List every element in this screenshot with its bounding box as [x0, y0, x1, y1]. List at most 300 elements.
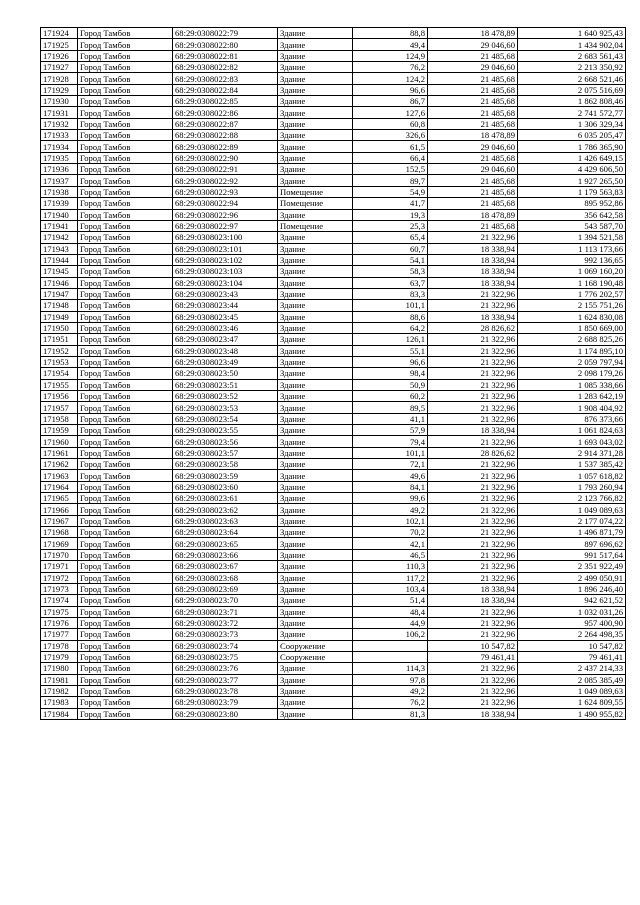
- specific-value-cell: 21 322,96: [428, 685, 518, 696]
- record-number-cell: 171946: [41, 277, 78, 288]
- locality-cell: Город Тамбов: [78, 39, 173, 50]
- object-type-cell: Здание: [278, 617, 353, 628]
- cadastral-value-cell: 1 537 385,42: [518, 459, 626, 470]
- locality-cell: Город Тамбов: [78, 697, 173, 708]
- cadastral-number-cell: 68:29:0308022:80: [173, 39, 278, 50]
- specific-value-cell: 21 485,68: [428, 220, 518, 231]
- table-row: [41, 232, 626, 243]
- table-row: [41, 118, 626, 129]
- cadastral-value-cell: 1 032 031,26: [518, 606, 626, 617]
- table-row: [41, 651, 626, 662]
- specific-value-cell: 18 338,94: [428, 254, 518, 265]
- cadastral-number-cell: 68:29:0308023:56: [173, 436, 278, 447]
- record-number-cell: 171947: [41, 288, 78, 299]
- record-number-cell: 171976: [41, 617, 78, 628]
- area-cell: 124,2: [353, 73, 428, 84]
- cadastral-value-cell: 2 351 922,49: [518, 561, 626, 572]
- locality-cell: Город Тамбов: [78, 561, 173, 572]
- area-cell: 126,1: [353, 334, 428, 345]
- record-number-cell: 171952: [41, 345, 78, 356]
- object-type-cell: Сооружение: [278, 651, 353, 662]
- cadastral-number-cell: 68:29:0308023:49: [173, 356, 278, 367]
- object-type-cell: Здание: [278, 436, 353, 447]
- cadastral-value-cell: 10 547,82: [518, 640, 626, 651]
- cadastral-value-cell: 1 085 338,66: [518, 379, 626, 390]
- record-number-cell: 171962: [41, 459, 78, 470]
- object-type-cell: Здание: [278, 481, 353, 492]
- specific-value-cell: 18 338,94: [428, 311, 518, 322]
- table-row: [41, 527, 626, 538]
- object-type-cell: Здание: [278, 28, 353, 39]
- table-row: [41, 459, 626, 470]
- table-row: [41, 685, 626, 696]
- specific-value-cell: 21 322,96: [428, 413, 518, 424]
- object-type-cell: Здание: [278, 254, 353, 265]
- table-row: [41, 254, 626, 265]
- cadastral-number-cell: 68:29:0308023:60: [173, 481, 278, 492]
- object-type-cell: Здание: [278, 391, 353, 402]
- locality-cell: Город Тамбов: [78, 527, 173, 538]
- object-type-cell: Здание: [278, 629, 353, 640]
- cadastral-number-cell: 68:29:0308022:84: [173, 84, 278, 95]
- cadastral-value-cell: 1 179 563,83: [518, 186, 626, 197]
- cadastral-value-cell: 1 394 521,58: [518, 232, 626, 243]
- cadastral-value-cell: 2 688 825,26: [518, 334, 626, 345]
- record-number-cell: 171945: [41, 266, 78, 277]
- specific-value-cell: 21 322,96: [428, 697, 518, 708]
- locality-cell: Город Тамбов: [78, 198, 173, 209]
- area-cell: 84,1: [353, 481, 428, 492]
- record-number-cell: 171925: [41, 39, 78, 50]
- table-row: [41, 538, 626, 549]
- table-body: [41, 28, 626, 720]
- locality-cell: Город Тамбов: [78, 164, 173, 175]
- cadastral-number-cell: 68:29:0308023:72: [173, 617, 278, 628]
- record-number-cell: 171931: [41, 107, 78, 118]
- specific-value-cell: 18 478,89: [428, 130, 518, 141]
- cadastral-number-cell: 68:29:0308023:101: [173, 243, 278, 254]
- locality-cell: Город Тамбов: [78, 685, 173, 696]
- cadastral-value-cell: 2 683 561,43: [518, 50, 626, 61]
- object-type-cell: Здание: [278, 288, 353, 299]
- table-row: [41, 561, 626, 572]
- area-cell: 54,9: [353, 186, 428, 197]
- cadastral-number-cell: 68:29:0308023:79: [173, 697, 278, 708]
- cadastral-number-cell: 68:29:0308022:86: [173, 107, 278, 118]
- cadastral-number-cell: 68:29:0308023:43: [173, 288, 278, 299]
- area-cell: 58,3: [353, 266, 428, 277]
- table-row: [41, 345, 626, 356]
- cadastral-value-cell: 1 049 089,63: [518, 685, 626, 696]
- cadastral-value-cell: 1 113 173,66: [518, 243, 626, 254]
- record-number-cell: 171970: [41, 549, 78, 560]
- area-cell: 19,3: [353, 209, 428, 220]
- specific-value-cell: 21 485,68: [428, 152, 518, 163]
- specific-value-cell: 21 485,68: [428, 175, 518, 186]
- area-cell: 64,2: [353, 322, 428, 333]
- object-type-cell: Здание: [278, 595, 353, 606]
- specific-value-cell: 21 322,96: [428, 470, 518, 481]
- specific-value-cell: 21 322,96: [428, 368, 518, 379]
- record-number-cell: 171981: [41, 674, 78, 685]
- record-number-cell: 171983: [41, 697, 78, 708]
- specific-value-cell: 18 338,94: [428, 277, 518, 288]
- cadastral-number-cell: 68:29:0308023:48: [173, 345, 278, 356]
- cadastral-value-cell: 1 908 404,92: [518, 402, 626, 413]
- cadastral-number-cell: 68:29:0308023:63: [173, 515, 278, 526]
- area-cell: 76,2: [353, 697, 428, 708]
- cadastral-number-cell: 68:29:0308023:69: [173, 583, 278, 594]
- record-number-cell: 171980: [41, 663, 78, 674]
- specific-value-cell: 21 322,96: [428, 232, 518, 243]
- area-cell: 41,7: [353, 198, 428, 209]
- area-cell: 89,7: [353, 175, 428, 186]
- specific-value-cell: 21 485,68: [428, 73, 518, 84]
- table-row: [41, 288, 626, 299]
- record-number-cell: 171967: [41, 515, 78, 526]
- area-cell: 46,5: [353, 549, 428, 560]
- cadastral-value-cell: 1 434 902,04: [518, 39, 626, 50]
- cadastral-number-cell: 68:29:0308022:83: [173, 73, 278, 84]
- cadastral-value-cell: 1 786 365,90: [518, 141, 626, 152]
- locality-cell: Город Тамбов: [78, 334, 173, 345]
- cadastral-value-cell: 1 057 618,82: [518, 470, 626, 481]
- specific-value-cell: 18 478,89: [428, 28, 518, 39]
- area-cell: 70,2: [353, 527, 428, 538]
- area-cell: 114,3: [353, 663, 428, 674]
- cadastral-number-cell: 68:29:0308023:78: [173, 685, 278, 696]
- record-number-cell: 171944: [41, 254, 78, 265]
- cadastral-value-cell: 2 213 350,92: [518, 62, 626, 73]
- cadastral-number-cell: 68:29:0308023:47: [173, 334, 278, 345]
- specific-value-cell: 21 322,96: [428, 572, 518, 583]
- object-type-cell: Здание: [278, 73, 353, 84]
- area-cell: 88,6: [353, 311, 428, 322]
- cadastral-value-cell: 1 776 202,57: [518, 288, 626, 299]
- table-row: [41, 277, 626, 288]
- locality-cell: Город Тамбов: [78, 459, 173, 470]
- area-cell: 44,9: [353, 617, 428, 628]
- object-type-cell: Здание: [278, 164, 353, 175]
- cadastral-value-cell: 992 136,65: [518, 254, 626, 265]
- locality-cell: Город Тамбов: [78, 708, 173, 719]
- cadastral-number-cell: 68:29:0308023:45: [173, 311, 278, 322]
- area-cell: 83,3: [353, 288, 428, 299]
- locality-cell: Город Тамбов: [78, 356, 173, 367]
- specific-value-cell: 21 322,96: [428, 629, 518, 640]
- record-number-cell: 171933: [41, 130, 78, 141]
- locality-cell: Город Тамбов: [78, 300, 173, 311]
- object-type-cell: Здание: [278, 232, 353, 243]
- cadastral-number-cell: 68:29:0308022:97: [173, 220, 278, 231]
- locality-cell: Город Тамбов: [78, 606, 173, 617]
- record-number-cell: 171926: [41, 50, 78, 61]
- table-row: [41, 186, 626, 197]
- cadastral-number-cell: 68:29:0308023:76: [173, 663, 278, 674]
- locality-cell: Город Тамбов: [78, 663, 173, 674]
- record-number-cell: 171966: [41, 504, 78, 515]
- object-type-cell: Здание: [278, 368, 353, 379]
- table-row: [41, 152, 626, 163]
- record-number-cell: 171956: [41, 391, 78, 402]
- cadastral-value-cell: 1 490 955,82: [518, 708, 626, 719]
- locality-cell: Город Тамбов: [78, 447, 173, 458]
- specific-value-cell: 21 322,96: [428, 549, 518, 560]
- table-row: [41, 73, 626, 84]
- specific-value-cell: 79 461,41: [428, 651, 518, 662]
- area-cell: 96,6: [353, 84, 428, 95]
- table-row: [41, 447, 626, 458]
- cadastral-value-cell: 1 061 824,63: [518, 425, 626, 436]
- cadastral-value-cell: 2 741 572,77: [518, 107, 626, 118]
- locality-cell: Город Тамбов: [78, 277, 173, 288]
- area-cell: 60,2: [353, 391, 428, 402]
- locality-cell: Город Тамбов: [78, 549, 173, 560]
- record-number-cell: 171973: [41, 583, 78, 594]
- table-row: [41, 629, 626, 640]
- cadastral-number-cell: 68:29:0308023:74: [173, 640, 278, 651]
- cadastral-value-cell: 1 496 871,79: [518, 527, 626, 538]
- locality-cell: Город Тамбов: [78, 572, 173, 583]
- object-type-cell: Здание: [278, 107, 353, 118]
- area-cell: 48,4: [353, 606, 428, 617]
- locality-cell: Город Тамбов: [78, 651, 173, 662]
- table-row: [41, 96, 626, 107]
- table-row: [41, 391, 626, 402]
- table-row: [41, 549, 626, 560]
- specific-value-cell: 21 322,96: [428, 345, 518, 356]
- record-number-cell: 171927: [41, 62, 78, 73]
- locality-cell: Город Тамбов: [78, 130, 173, 141]
- cadastral-value-cell: 1 793 260,94: [518, 481, 626, 492]
- cadastral-number-cell: 68:29:0308023:75: [173, 651, 278, 662]
- table-row: [41, 708, 626, 719]
- specific-value-cell: 21 322,96: [428, 527, 518, 538]
- object-type-cell: Здание: [278, 277, 353, 288]
- locality-cell: Город Тамбов: [78, 311, 173, 322]
- locality-cell: Город Тамбов: [78, 62, 173, 73]
- area-cell: 124,9: [353, 50, 428, 61]
- object-type-cell: Здание: [278, 413, 353, 424]
- record-number-cell: 171960: [41, 436, 78, 447]
- object-type-cell: Здание: [278, 84, 353, 95]
- cadastral-number-cell: 68:29:0308022:87: [173, 118, 278, 129]
- record-number-cell: 171972: [41, 572, 78, 583]
- object-type-cell: Здание: [278, 470, 353, 481]
- cadastral-number-cell: 68:29:0308023:54: [173, 413, 278, 424]
- object-type-cell: Здание: [278, 493, 353, 504]
- record-number-cell: 171961: [41, 447, 78, 458]
- object-type-cell: Здание: [278, 379, 353, 390]
- cadastral-value-cell: 1 168 190,48: [518, 277, 626, 288]
- area-cell: 99,6: [353, 493, 428, 504]
- cadastral-number-cell: 68:29:0308023:102: [173, 254, 278, 265]
- cadastral-value-cell: 2 123 766,82: [518, 493, 626, 504]
- locality-cell: Город Тамбов: [78, 232, 173, 243]
- object-type-cell: Здание: [278, 130, 353, 141]
- cadastral-value-cell: 897 696,62: [518, 538, 626, 549]
- object-type-cell: Здание: [278, 50, 353, 61]
- locality-cell: Город Тамбов: [78, 629, 173, 640]
- cadastral-number-cell: 68:29:0308023:52: [173, 391, 278, 402]
- cadastral-value-cell: 1 049 089,63: [518, 504, 626, 515]
- object-type-cell: Помещение: [278, 186, 353, 197]
- table-row: [41, 300, 626, 311]
- area-cell: 49,2: [353, 504, 428, 515]
- table-row: [41, 572, 626, 583]
- locality-cell: Город Тамбов: [78, 96, 173, 107]
- specific-value-cell: 18 338,94: [428, 425, 518, 436]
- record-number-cell: 171977: [41, 629, 78, 640]
- cadastral-number-cell: 68:29:0308023:61: [173, 493, 278, 504]
- locality-cell: Город Тамбов: [78, 379, 173, 390]
- record-number-cell: 171943: [41, 243, 78, 254]
- area-cell: 103,4: [353, 583, 428, 594]
- area-cell: 127,6: [353, 107, 428, 118]
- object-type-cell: Здание: [278, 311, 353, 322]
- cadastral-number-cell: 68:29:0308022:94: [173, 198, 278, 209]
- table-row: [41, 334, 626, 345]
- locality-cell: Город Тамбов: [78, 73, 173, 84]
- object-type-cell: Здание: [278, 708, 353, 719]
- record-number-cell: 171975: [41, 606, 78, 617]
- cadastral-number-cell: 68:29:0308023:104: [173, 277, 278, 288]
- cadastral-number-cell: 68:29:0308023:70: [173, 595, 278, 606]
- cadastral-value-cell: 79 461,41: [518, 651, 626, 662]
- record-number-cell: 171978: [41, 640, 78, 651]
- locality-cell: Город Тамбов: [78, 118, 173, 129]
- locality-cell: Город Тамбов: [78, 152, 173, 163]
- area-cell: 50,9: [353, 379, 428, 390]
- specific-value-cell: 28 826,62: [428, 322, 518, 333]
- table-row: [41, 504, 626, 515]
- area-cell: 98,4: [353, 368, 428, 379]
- specific-value-cell: 29 046,60: [428, 141, 518, 152]
- record-number-cell: 171949: [41, 311, 78, 322]
- locality-cell: Город Тамбов: [78, 254, 173, 265]
- record-number-cell: 171940: [41, 209, 78, 220]
- cadastral-value-cell: 2 075 516,69: [518, 84, 626, 95]
- cadastral-value-cell: 895 952,86: [518, 198, 626, 209]
- locality-cell: Город Тамбов: [78, 436, 173, 447]
- specific-value-cell: 21 322,96: [428, 402, 518, 413]
- specific-value-cell: 21 322,96: [428, 515, 518, 526]
- table-row: [41, 175, 626, 186]
- object-type-cell: Здание: [278, 504, 353, 515]
- locality-cell: Город Тамбов: [78, 368, 173, 379]
- cadastral-number-cell: 68:29:0308022:96: [173, 209, 278, 220]
- cadastral-value-cell: 1 624 809,55: [518, 697, 626, 708]
- area-cell: 51,4: [353, 595, 428, 606]
- object-type-cell: Здание: [278, 561, 353, 572]
- table-row: [41, 356, 626, 367]
- cadastral-value-cell: 2 059 797,94: [518, 356, 626, 367]
- object-type-cell: Здание: [278, 141, 353, 152]
- table-row: [41, 470, 626, 481]
- record-number-cell: 171936: [41, 164, 78, 175]
- area-cell: 81,3: [353, 708, 428, 719]
- object-type-cell: Здание: [278, 243, 353, 254]
- specific-value-cell: 21 322,96: [428, 617, 518, 628]
- table-row: [41, 663, 626, 674]
- table-row: [41, 130, 626, 141]
- object-type-cell: Здание: [278, 39, 353, 50]
- locality-cell: Город Тамбов: [78, 674, 173, 685]
- table-row: [41, 379, 626, 390]
- object-type-cell: Здание: [278, 209, 353, 220]
- area-cell: 63,7: [353, 277, 428, 288]
- locality-cell: Город Тамбов: [78, 220, 173, 231]
- specific-value-cell: 21 322,96: [428, 561, 518, 572]
- area-cell: 88,8: [353, 28, 428, 39]
- cadastral-number-cell: 68:29:0308023:50: [173, 368, 278, 379]
- specific-value-cell: 21 322,96: [428, 481, 518, 492]
- record-number-cell: 171924: [41, 28, 78, 39]
- specific-value-cell: 21 322,96: [428, 493, 518, 504]
- cadastral-value-cell: 1 069 160,20: [518, 266, 626, 277]
- locality-cell: Город Тамбов: [78, 243, 173, 254]
- object-type-cell: Здание: [278, 62, 353, 73]
- table-row: [41, 481, 626, 492]
- object-type-cell: Здание: [278, 674, 353, 685]
- locality-cell: Город Тамбов: [78, 595, 173, 606]
- area-cell: [353, 651, 428, 662]
- cadastral-value-cell: 6 035 205,47: [518, 130, 626, 141]
- record-number-cell: 171934: [41, 141, 78, 152]
- specific-value-cell: 21 322,96: [428, 504, 518, 515]
- cadastral-value-cell: 1 640 925,43: [518, 28, 626, 39]
- cadastral-number-cell: 68:29:0308023:73: [173, 629, 278, 640]
- specific-value-cell: 21 485,68: [428, 50, 518, 61]
- record-number-cell: 171950: [41, 322, 78, 333]
- specific-value-cell: 21 322,96: [428, 606, 518, 617]
- record-number-cell: 171974: [41, 595, 78, 606]
- table-row: [41, 583, 626, 594]
- table-row: [41, 39, 626, 50]
- area-cell: 106,2: [353, 629, 428, 640]
- object-type-cell: Здание: [278, 425, 353, 436]
- table-row: [41, 311, 626, 322]
- locality-cell: Город Тамбов: [78, 538, 173, 549]
- table-row: [41, 697, 626, 708]
- cadastral-value-cell: 1 283 642,19: [518, 391, 626, 402]
- area-cell: 102,1: [353, 515, 428, 526]
- cadastral-number-cell: 68:29:0308022:92: [173, 175, 278, 186]
- specific-value-cell: 21 322,96: [428, 288, 518, 299]
- specific-value-cell: 21 322,96: [428, 538, 518, 549]
- table-row: [41, 209, 626, 220]
- table-row: [41, 425, 626, 436]
- record-number-cell: 171963: [41, 470, 78, 481]
- cadastral-value-cell: 1 850 669,00: [518, 322, 626, 333]
- object-type-cell: Здание: [278, 322, 353, 333]
- area-cell: 60,7: [353, 243, 428, 254]
- specific-value-cell: 21 485,68: [428, 96, 518, 107]
- record-number-cell: 171939: [41, 198, 78, 209]
- record-number-cell: 171964: [41, 481, 78, 492]
- specific-value-cell: 29 046,60: [428, 62, 518, 73]
- cadastral-value-cell: 543 587,70: [518, 220, 626, 231]
- object-type-cell: Сооружение: [278, 640, 353, 651]
- cadastral-value-cell: 1 174 895,10: [518, 345, 626, 356]
- record-number-cell: 171929: [41, 84, 78, 95]
- table-row: [41, 413, 626, 424]
- object-type-cell: Здание: [278, 300, 353, 311]
- cadastral-value-cell: 4 429 606,50: [518, 164, 626, 175]
- area-cell: 96,6: [353, 356, 428, 367]
- record-number-cell: 171935: [41, 152, 78, 163]
- cadastral-number-cell: 68:29:0308023:65: [173, 538, 278, 549]
